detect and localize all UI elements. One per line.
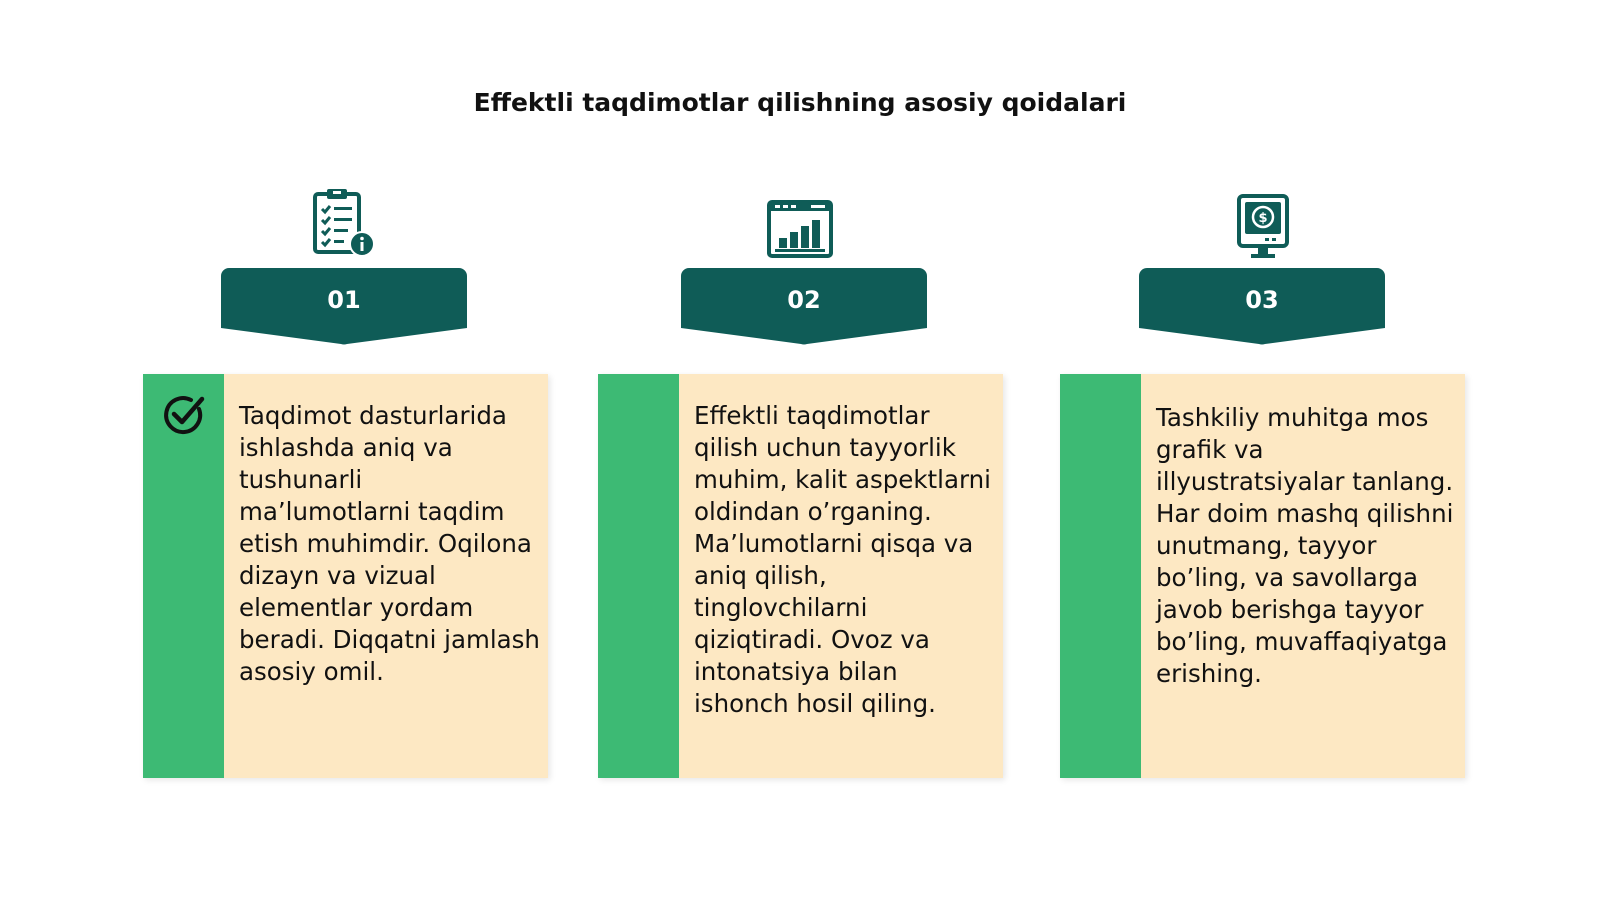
card-text: Effektli taqdimotlar qilish uchun tayyorlik muhim, kalit aspektlarni oldindan o’rganing. Ma’lumotlarni qisqa va aniq qilish, tinglovchilarni qiziqtiradi. Ovoz va intonatsiya bilan ishonch hosil qiling. xyxy=(694,401,991,718)
step-card-01 xyxy=(143,374,548,778)
svg-text:$: $ xyxy=(1258,211,1268,226)
card-text: Taqdimot dasturlarida ishlashda aniq va tushunarli ma’lumotlarni taqdim etish muhimdir. Oqilona dizayn va vizual elementlar yordam beradi. Diqqatni jamlash asosiy omil. xyxy=(239,401,540,686)
clipboard-checklist-info-icon xyxy=(309,188,379,258)
card-accent-bar xyxy=(598,374,679,778)
bar-chart-window-icon xyxy=(765,194,835,264)
money-monitor-icon xyxy=(1228,192,1298,262)
slide-title: Effektli taqdimotlar qilishning asosiy qoidalari xyxy=(473,88,1127,117)
step-card-02 xyxy=(598,374,1003,778)
card-text: Tashkiliy muhitga mos grafik va illyustratsiyalar tanlang. Har doim mashq qilishni unutmang, tayyor bo’ling, va savollarga javob berishga tayyor bo’ling, muvaffaqiyatga erishing. xyxy=(1156,403,1454,688)
step-badge-01 xyxy=(221,268,467,348)
step-number: 01 xyxy=(327,286,361,314)
card-accent-bar xyxy=(1060,374,1141,778)
step-badge-03 xyxy=(1139,268,1385,348)
step-badge-02 xyxy=(681,268,927,348)
step-number: 03 xyxy=(1245,286,1279,314)
step-card-03 xyxy=(1060,374,1465,778)
check-circle-icon xyxy=(161,392,207,438)
step-number: 02 xyxy=(787,286,821,314)
